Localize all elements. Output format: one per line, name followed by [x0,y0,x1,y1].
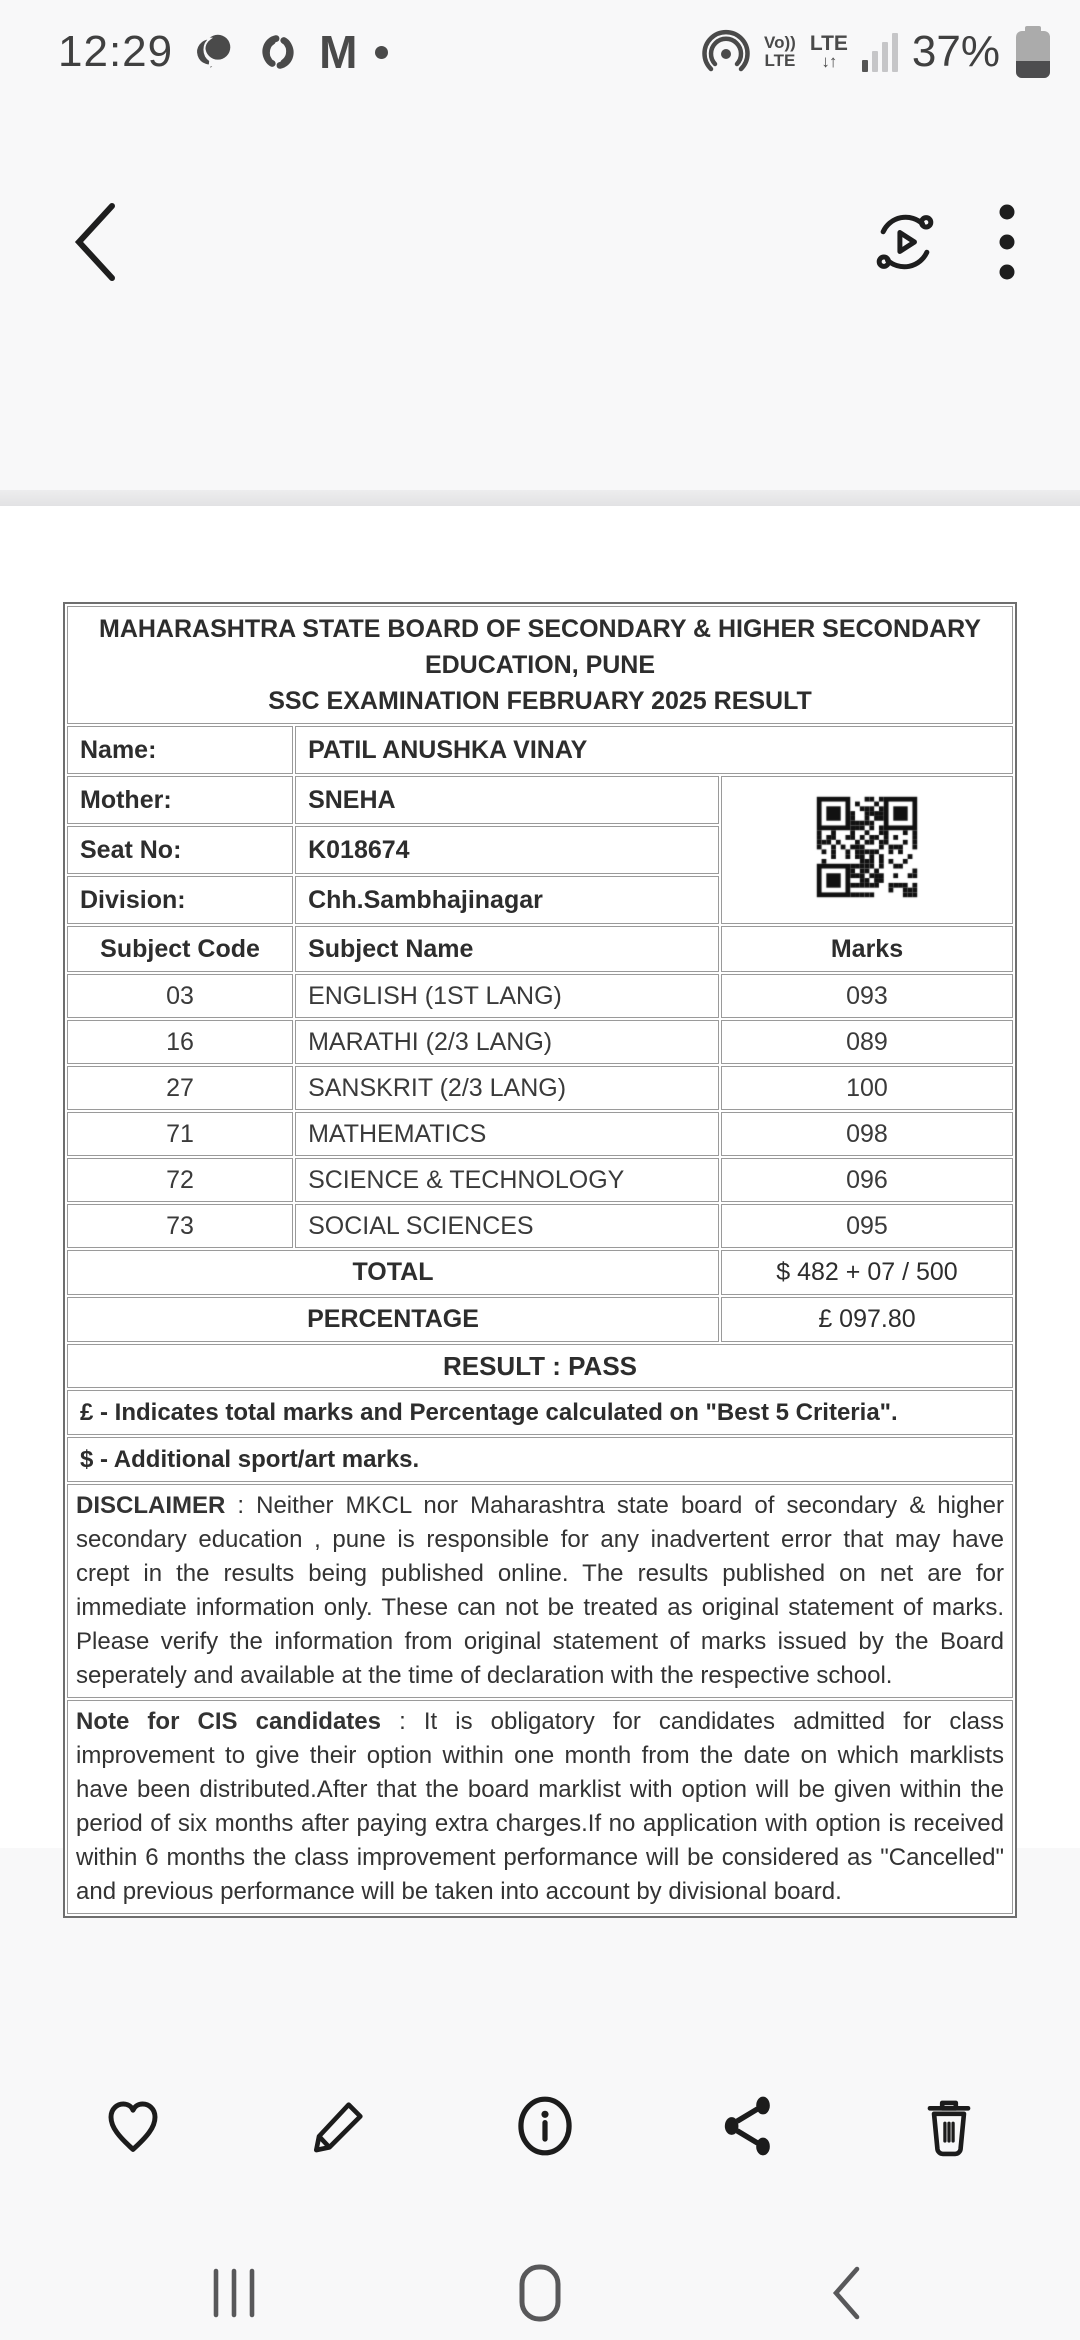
signal-strength-icon [862,32,898,72]
subject-name: SCIENCE & TECHNOLOGY [295,1158,719,1202]
home-button[interactable] [480,2263,600,2323]
subject-marks: 100 [721,1066,1013,1110]
edit-pencil-icon [306,2093,372,2159]
subject-marks: 095 [721,1204,1013,1248]
lte-data-icon: LTE ↓↑ [809,32,848,71]
more-notifications-dot [375,46,388,59]
cis-note-text: : It is obligatory for candidates admitted for class improvement to give their option within one month from the date on which marklists have been distributed.After that the board marklist with option will be given within the period of six months after paying extra charges.If no application with option is received within 6 months the class improvement performance will be considered as "Cancelled" and previous performance will be taken into account by divisional board. [76,1708,1004,1905]
disclaimer-text: : Neither MKCL nor Maharashtra state board of secondary & higher secondary education , pune is responsible for any inadvertent error that may have crept in the results being published online. The results published on net are for immediate information only. These can not be treated as original statement of marks. Please verify the information from original statement of marks issued by the Board seperately and available at the time of declaration with the respective school. [76,1492,1004,1689]
percentage-label: PERCENTAGE [67,1297,719,1342]
favorite-heart-icon [100,2093,166,2159]
board-title [67,606,1013,724]
status-bar [0,0,1080,90]
name-label: Name: [67,726,293,774]
chat-bubble-icon [191,29,237,75]
col-subject-code: Subject Code [67,926,293,972]
subject-row [67,1112,1013,1156]
percentage-row [67,1297,1013,1342]
gmail-icon: M [319,26,358,78]
overflow-menu-icon [998,203,1016,281]
overflow-menu-button[interactable] [998,203,1016,281]
edit-button[interactable] [306,2093,372,2159]
pinwheel-app-icon [255,29,301,75]
details-button[interactable] [512,2093,578,2159]
recents-icon [210,2265,258,2321]
share-icon [718,2093,778,2159]
mother-row [67,776,1013,824]
subject-code: 27 [67,1066,293,1110]
battery-icon [1016,26,1050,78]
back-nav-button[interactable] [786,2264,906,2322]
hotspot-icon [702,28,750,76]
subject-code: 03 [67,974,293,1018]
subject-code: 73 [67,1204,293,1248]
seat-value: K018674 [295,826,719,874]
subject-row [67,1066,1013,1110]
info-icon [512,2093,578,2159]
navigation-bar [0,2246,1080,2340]
subject-marks: 093 [721,974,1013,1018]
result-status-row [67,1344,1013,1388]
subject-name: MARATHI (2/3 LANG) [295,1020,719,1064]
dollar-note-row [67,1437,1013,1482]
result-table [63,602,1017,1918]
subject-code: 71 [67,1112,293,1156]
back-icon [64,197,124,287]
back-button[interactable] [64,197,124,287]
qr-code [812,792,922,902]
subject-code: 72 [67,1158,293,1202]
photo-viewer-canvas[interactable] [0,506,1080,1905]
col-marks: Marks [721,926,1013,972]
subject-marks: 089 [721,1020,1013,1064]
qr-cell [721,776,1013,924]
cis-note-row [67,1700,1013,1914]
clock: 12:29 [58,27,174,76]
percentage-value: £ 097.80 [721,1297,1013,1342]
result-status: RESULT : PASS [67,1344,1013,1388]
subject-row [67,974,1013,1018]
total-value: $ 482 + 07 / 500 [721,1250,1013,1295]
pound-note: £ - Indicates total marks and Percentage calculated on "Best 5 Criteria". [67,1390,1013,1435]
subject-marks: 098 [721,1112,1013,1156]
photo-edge-shadow [0,490,1080,506]
subject-marks: 096 [721,1158,1013,1202]
recents-button[interactable] [174,2265,294,2321]
cis-note-label: Note for CIS candidates [76,1708,381,1735]
name-value: PATIL ANUSHKA VINAY [295,726,1013,774]
subject-row [67,1158,1013,1202]
total-row [67,1250,1013,1295]
mother-value: SNEHA [295,776,719,824]
division-value: Chh.Sambhajinagar [295,876,719,924]
back-nav-icon [829,2264,863,2322]
name-row [67,726,1013,774]
result-header-row [67,606,1013,724]
subject-name: ENGLISH (1ST LANG) [295,974,719,1018]
disclaimer-row [67,1484,1013,1698]
disclaimer-label: DISCLAIMER [76,1492,226,1519]
pound-note-row [67,1390,1013,1435]
subject-name: SOCIAL SCIENCES [295,1204,719,1248]
col-subject-name: Subject Name [295,926,719,972]
subject-row [67,1204,1013,1248]
delete-trash-icon [918,2092,980,2160]
subject-rows [67,974,1013,1248]
battery-percent: 37% [911,27,1000,76]
total-label: TOTAL [67,1250,719,1295]
board-title-line1: MAHARASHTRA STATE BOARD OF SECONDARY & HIGHER SECONDARY EDUCATION, PUNE [99,615,981,679]
subject-code: 16 [67,1020,293,1064]
exam-title-line2: SSC EXAMINATION FEBRUARY 2025 RESULT [268,687,812,715]
subject-header-row [67,926,1013,972]
subject-row [67,1020,1013,1064]
volte-icon: Vo)) LTE [764,33,796,70]
motion-photo-play-icon [870,207,940,277]
share-button[interactable] [718,2093,778,2159]
mother-label: Mother: [67,776,293,824]
dollar-note: $ - Additional sport/art marks. [67,1437,1013,1482]
top-app-bar [0,182,1080,302]
seat-label: Seat No: [67,826,293,874]
home-icon [518,2263,562,2323]
bottom-toolbar [0,2062,1080,2190]
motion-photo-play-button[interactable] [870,207,940,277]
subject-name: MATHEMATICS [295,1112,719,1156]
favorite-button[interactable] [100,2093,166,2159]
division-label: Division: [67,876,293,924]
subject-name: SANSKRIT (2/3 LANG) [295,1066,719,1110]
delete-button[interactable] [918,2092,980,2160]
